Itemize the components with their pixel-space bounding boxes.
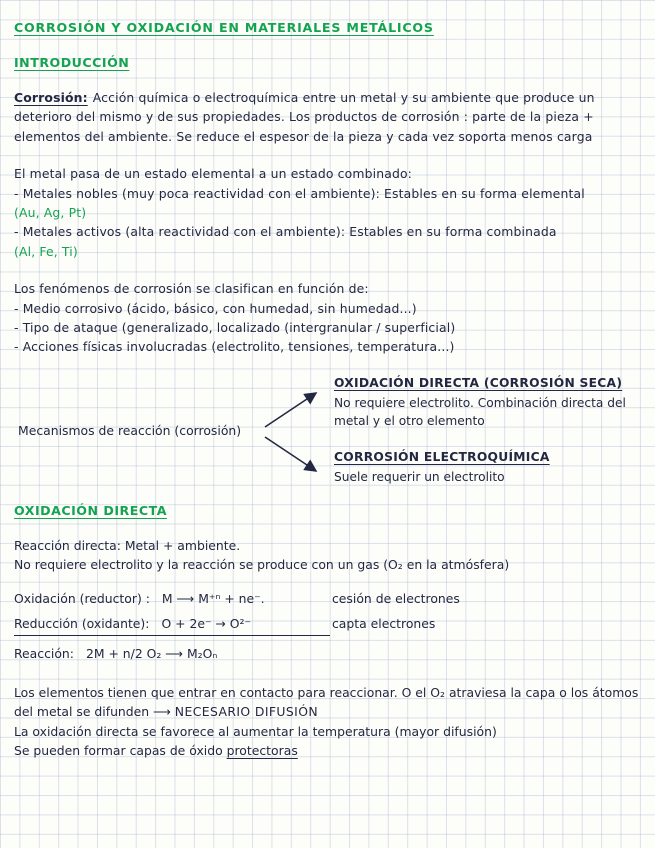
branch-oxidacion-directa-desc: No requiere electrolito. Combinación directa del metal y el otro elemento — [334, 395, 626, 428]
branch-corrosion-electroquimica — [334, 450, 641, 486]
oxidacion-intro-line2: No requiere electrolito y la reacción se produce con un gas (O₂ en la atmósfera) — [14, 557, 510, 573]
corrosion-term: Corrosión: — [14, 90, 88, 105]
classification-item-ataque: - Tipo de ataque (generalizado, localizado (intergranular / superficial) — [14, 320, 456, 336]
reaction-mechanisms-diagram — [14, 375, 641, 487]
equation-oxidacion — [14, 591, 641, 606]
equation-reduccion — [14, 616, 641, 636]
diagram-branches — [334, 376, 641, 487]
closing-necesario-difusion: NECESARIO DIFUSIÓN — [174, 704, 319, 720]
section-heading-oxidacion-directa: OXIDACIÓN DIRECTA — [14, 502, 167, 518]
equation-reduccion-label: Reducción (oxidante): — [14, 615, 150, 631]
metal-states-paragraph — [14, 164, 641, 261]
active-metals-examples: (Al, Fe, Ti) — [14, 243, 78, 259]
oxidacion-intro — [14, 536, 641, 575]
closing-line2: La oxidación directa se favorece al aumentar la temperatura (mayor difusión) — [14, 723, 497, 739]
equation-global-formula: 2M + n/2 O₂ ⟶ M₂Oₙ — [85, 645, 218, 661]
branch-arrows-icon — [262, 375, 326, 487]
equation-reduccion-note: capta electrones — [332, 615, 436, 631]
classification-item-acciones: - Acciones físicas involucradas (electrolito, tensiones, temperatura...) — [14, 339, 455, 355]
branch-corrosion-electroquimica-title: CORROSIÓN ELECTROQUÍMICA — [334, 449, 550, 464]
oxidation-equations — [14, 591, 641, 661]
closing-line1-text: Los elementos tienen que entrar en contacto para reaccionar. O el O₂ atraviesa la capa o los átomos del metal se difunden ⟶ — [14, 684, 639, 720]
oxidacion-intro-line1: Reacción directa: Metal + ambiente. — [14, 537, 241, 553]
corrosion-definition — [14, 88, 641, 146]
equation-global-label: Reacción: — [14, 645, 74, 661]
equation-oxidacion-formula: M ⟶ M⁺ⁿ + ne⁻. — [161, 590, 265, 606]
equation-reduccion-formula: O + 2e⁻ → O²⁻ — [161, 615, 252, 631]
noble-metals-examples: (Au, Ag, Pt) — [14, 205, 87, 221]
page-title: CORROSIÓN Y OXIDACIÓN EN MATERIALES METÁLICOS — [14, 20, 434, 35]
closing-paragraph — [14, 683, 641, 761]
noble-metals-line: - Metales nobles (muy poca reactividad con el ambiente): Estables en su forma elemental — [14, 185, 585, 201]
closing-line3-text: Se pueden formar capas de óxido — [14, 743, 223, 759]
corrosion-definition-text: Acción química o electroquímica entre un metal y su ambiente que produce un deterioro del mismo y de sus propiedades. Los productos de corrosión : parte de la pieza + elementos del ambiente. Se reduce el espesor de la pieza y cada vez soporta menos carga — [14, 90, 595, 144]
closing-protectoras: protectoras — [226, 743, 298, 759]
branch-corrosion-electroquimica-desc: Suele requerir un electrolito — [334, 469, 505, 484]
equation-oxidacion-label: Oxidación (reductor) : — [14, 590, 150, 606]
classification-item-medio: - Medio corrosivo (ácido, básico, con humedad, sin humedad...) — [14, 300, 417, 316]
equation-oxidacion-note: cesión de electrones — [332, 590, 460, 606]
active-metals-line: - Metales activos (alta reactividad con el ambiente): Estables en su forma combinada — [14, 224, 557, 240]
classification-lead: Los fenómenos de corrosión se clasifican en función de: — [14, 281, 369, 297]
equation-global — [14, 646, 641, 661]
metal-states-lead: El metal pasa de un estado elemental a un estado combinado: — [14, 166, 413, 182]
closing-line3 — [14, 741, 641, 761]
classification-paragraph — [14, 279, 641, 357]
branch-oxidacion-directa-seca — [334, 376, 641, 430]
reaction-mechanisms-label: Mecanismos de reacción (corrosión) — [18, 423, 242, 439]
section-heading-introduccion: INTRODUCCIÓN — [14, 55, 130, 70]
branch-oxidacion-directa-title: OXIDACIÓN DIRECTA (CORROSIÓN SECA) — [334, 375, 623, 390]
